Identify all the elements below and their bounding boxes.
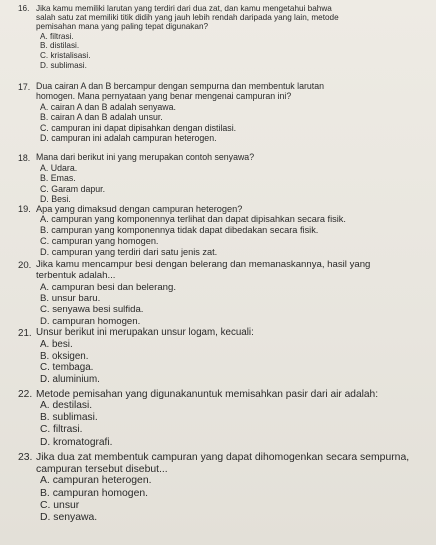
option-c: C. senyawa besi sulfida. [40,304,144,316]
option-b: B. Emas. [40,173,76,184]
option-c: C. campuran yang homogen. [40,236,159,247]
option-list [40,339,428,385]
question-text-line: Dua cairan A dan B bercampur dengan sempurna dan membentuk larutan [36,81,325,91]
option-d: D. campuran yang terdiri dari satu jenis zat. [40,246,218,257]
question-text-line: homogen. Mana pernyataan yang benar mengenai campuran ini? [36,91,292,101]
question-17 [18,82,428,143]
question-text-line: terbentuk adalah... [36,270,116,281]
option-d: D. kromatografi. [40,436,113,448]
option-d: D. campuran homogen. [40,315,141,327]
question-text-line: Jika kamu mencampur besi dengan belerang dan memanaskannya, hasil yang [36,259,371,270]
option-a: A. campuran besi dan belerang. [40,281,176,293]
option-d: D. campuran ini adalah campuran heterogen. [40,132,217,143]
option-b: B. sublimasi. [40,412,98,424]
option-d: D. aluminium. [40,373,100,385]
option-list [40,475,428,524]
option-b: B. campuran yang komponennya tidak dapat dibedakan secara fisik. [40,225,319,236]
option-list [40,102,428,144]
question-text-line: Mana dari berikut ini yang merupakan contoh senyawa? [36,152,255,162]
option-c: C. campuran ini dapat dipisahkan dengan distilasi. [40,122,237,133]
question-text-line: Unsur berikut ini merupakan unsur logam, kecuali: [36,327,254,338]
question-number: 21. [18,328,32,339]
question-22 [18,389,428,449]
question-number: 20. [18,260,32,271]
question-text-line: salah satu zat memiliki titik didih yang jauh lebih rendah daripada yang lain, metode [36,13,339,23]
option-c: C. kristalisasi. [40,50,91,60]
question-16 [18,4,428,70]
option-list [40,32,428,71]
option-a: A. filtrasi. [40,31,74,41]
question-text-line: Jika dua zat membentuk campuran yang dapat dihomogenkan secara sempurna, [36,452,410,463]
question-number: 16. [18,4,30,13]
option-list [40,214,428,257]
option-d: D. Besi. [40,194,71,205]
option-a: A. Udara. [40,163,78,173]
option-c: C. unsur [40,499,80,511]
question-21 [18,328,428,385]
question-text-line: Metode pemisahan yang digunakanuntuk memisahkan pasir dari air adalah: [36,389,379,400]
option-a: A. besi. [40,339,73,350]
option-d: D. sublimasi. [40,60,87,70]
question-23 [18,452,428,524]
option-a: A. destilasi. [40,400,93,412]
option-list [40,400,428,448]
option-c: C. Garam dapur. [40,183,106,194]
question-18 [18,153,428,205]
option-list [40,282,428,327]
option-d: D. senyawa. [40,512,98,524]
option-a: A. campuran yang komponennya terlihat dan dapat dipisahkan secara fisik. [40,214,346,225]
question-number: 23. [18,452,33,463]
question-number: 18. [18,153,31,163]
question-number: 17. [18,82,31,92]
option-c: C. filtrasi. [40,424,83,436]
question-text-line: campuran tersebut disebut... [36,463,168,475]
option-b: B. unsur baru. [40,293,101,305]
option-b: B. oksigen. [40,350,89,362]
option-b: B. cairan A dan B adalah unsur. [40,112,163,123]
option-c: C. tembaga. [40,362,94,374]
question-number: 22. [18,389,33,400]
question-text-line: Apa yang dimaksud dengan campuran heterogen? [36,204,243,214]
question-text-line: Jika kamu memiliki larutan yang terdiri dari dua zat, dan kamu mengetahui bahwa [36,4,332,13]
option-a: A. campuran heterogen. [40,475,152,487]
option-a: A. cairan A dan B adalah senyawa. [40,101,176,112]
option-list [40,163,428,205]
option-b: B. campuran homogen. [40,487,149,499]
option-b: B. distilasi. [40,41,80,51]
question-19 [18,204,428,258]
question-text-line: pemisahan mana yang paling tepat digunakan? [36,22,209,32]
question-20 [18,260,428,327]
question-number: 19. [18,204,31,214]
